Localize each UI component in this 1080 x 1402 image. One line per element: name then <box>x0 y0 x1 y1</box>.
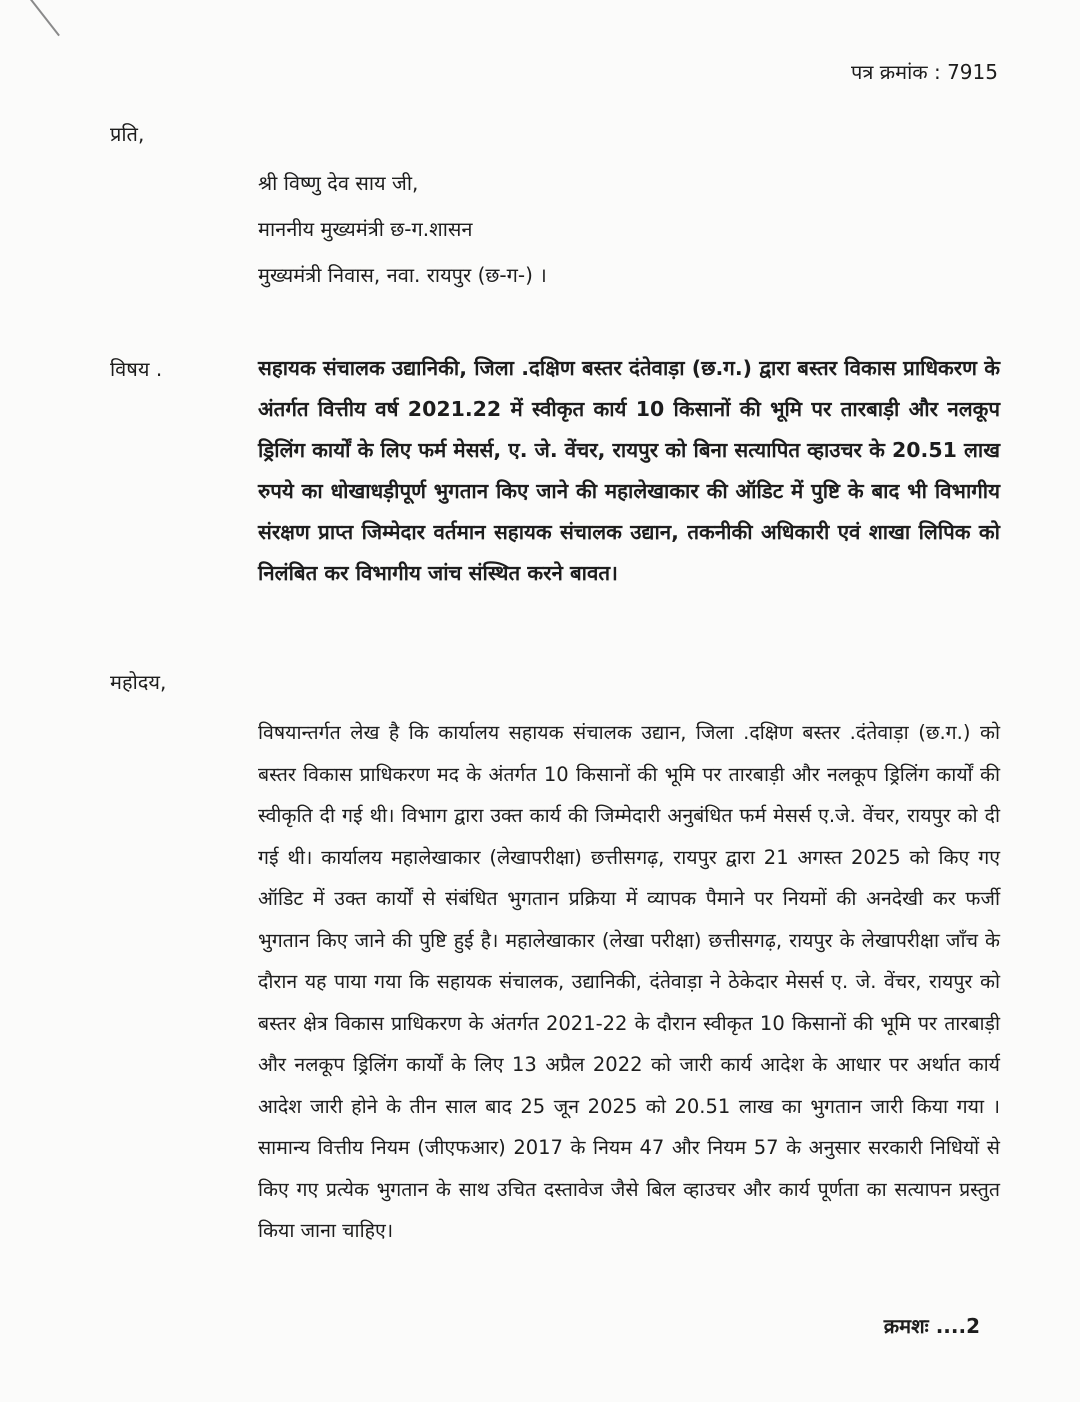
addressee-name: श्री विष्णु देव साय जी, <box>258 171 419 195</box>
subject-text: सहायक संचालक उद्यानिकी, जिला .दक्षिण बस्तर दंतेवाड़ा (छ.ग.) द्वारा बस्तर विकास प्राधिकरण के अंतर्गत वित्तीय वर्ष 2021.22 में स्वीकृत कार्य 10 किसानों की भूमि पर तारबाड़ी और नलकूप ड्रिलिंग कार्यों के लिए फर्म मेसर्स, ए. जे. वेंचर, रायपुर को बिना सत्यापित व्हाउचर के 20.51 लाख रुपये का धोखाधड़ीपूर्ण भुगतान किए जाने की महालेखाकार की ऑडिट में पुष्टि के बाद भी विभागीय संरक्षण प्राप्त जिम्मेदार वर्तमान सहायक संचालक उद्यान, तकनीकी अधिकारी एवं शाखा लिपिक को निलंबित कर विभागीय जांच संस्थित करने बावत। <box>258 356 1000 585</box>
letter-number: पत्र क्रमांक : 7915 <box>851 60 998 84</box>
scan-mark <box>30 0 60 36</box>
recipient-label: प्रति, <box>110 122 145 146</box>
body-paragraph: विषयान्तर्गत लेख है कि कार्यालय सहायक संचालक उद्यान, जिला .दक्षिण बस्तर .दंतेवाड़ा (छ.ग.) को बस्तर विकास प्राधिकरण मद के अंतर्गत 10 किसानों की भूमि पर तारबाड़ी और नलकूप ड्रिलिंग कार्यों की स्वीकृति दी गई थी। विभाग द्वारा उक्त कार्य की जिम्मेदारी अनुबंधित फर्म मेसर्स ए.जे. वेंचर, रायपुर को दी गई थी। कार्यालय महालेखाकार (लेखापरीक्षा) छत्तीसगढ़, रायपुर द्वारा 21 अगस्त 2025 को किए गए ऑडिट में उक्त कार्यों से संबंधित भुगतान प्रक्रिया में व्यापक पैमाने पर नियमों की अनदेखी कर फर्जी भुगतान किए जाने की पुष्टि हुई है। महालेखाकार (लेखा परीक्षा) छत्तीसगढ़, रायपुर के लेखापरीक्षा जाँच के दौरान यह पाया गया कि सहायक संचालक, उद्यानिकी, दंतेवाड़ा ने ठेकेदार मेसर्स ए. जे. वेंचर, रायपुर को बस्तर क्षेत्र विकास प्राधिकरण के अंतर्गत 2021-22 के दौरान स्वीकृत 10 किसानों की भूमि पर तारबाड़ी और नलकूप ड्रिलिंग कार्यों के लिए 13 अप्रैल 2022 को जारी कार्य आदेश के आधार पर अर्थात कार्य आदेश जारी होने के तीन साल बाद 25 जून 2025 को 20.51 लाख का भुगतान जारी किया गया । सामान्य वित्तीय नियम (जीएफआर) 2017 के नियम 47 और नियम 57 के अनुसार सरकारी निधियों से किए गए प्रत्येक भुगतान के साथ उचित दस्तावेज जैसे बिल व्हाउचर और कार्य पूर्णता का सत्यापन प्रस्तुत किया जाना चाहिए। <box>258 721 1000 1242</box>
addressee-designation: माननीय मुख्यमंत्री छ-ग.शासन <box>258 217 473 241</box>
salutation: महोदय, <box>110 670 167 694</box>
addressee-address: मुख्यमंत्री निवास, नवा. रायपुर (छ-ग-) । <box>258 263 547 287</box>
addressee-block <box>258 160 547 298</box>
continuation-note: क्रमशः ....2 <box>883 1314 980 1338</box>
subject-label: विषय . <box>110 357 163 381</box>
